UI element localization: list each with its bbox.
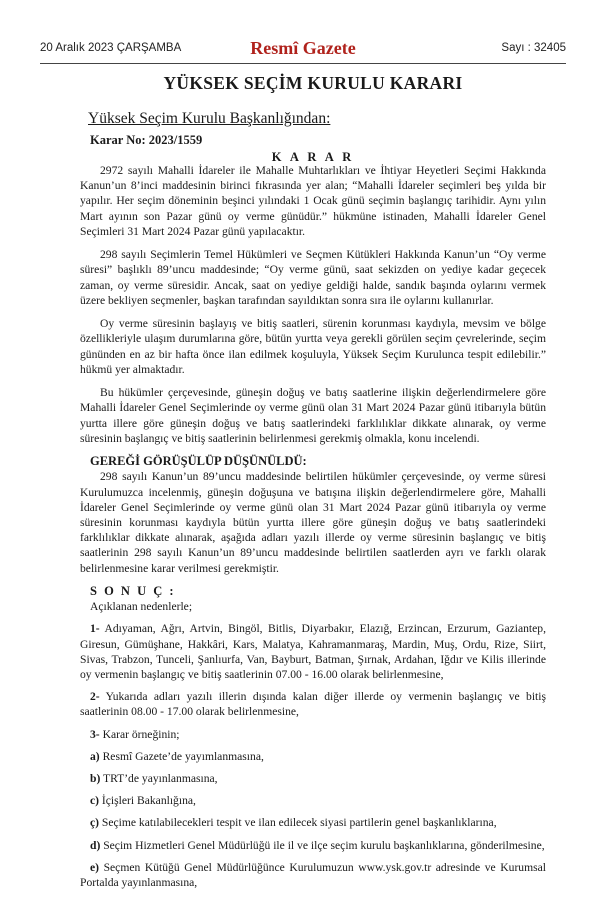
header-divider	[40, 63, 566, 64]
list-item	[80, 815, 546, 830]
paragraph: 298 sayılı Seçimlerin Temel Hükümleri ve Seçmen Kütükleri Hakkında Kanun’un “Oy verme süresi” başlıklı 89’uncu maddesinde; “Oy verme günü, saat sekizden on yediye kadar geçecek zaman, oy verme süresidir. Ancak, saat on yediye geldiği halde, sandık başında oylarını vermek üzere bekliyen seçmenler, başkan tarafından sayıldıktan sonra sıra ile oylarını kullanırlar.	[80, 248, 546, 307]
list-item	[80, 838, 546, 853]
geregi-paragraph: 298 sayılı Kanun’un 89’uncu maddesinde belirtilen hükümler çerçevesinde, oy verme süresi Kurulumuzca incelenmiş, güneşin doğuşuna ve batışına ilişkin değerlendirmelere göre, Mahalli İdareler Genel Seçimlerinde oy verme günü olan 31 Mart 2024 Pazar günü itibarıyla oy verme süresinin korunması kaydıyla bütün yurtta illere göre güneşin doğuş ve batış saatlerindeki farklılıklar dikkate alınarak, aşağıda adları yazılı illerde oy verme süresinin başlangıç ve bitiş saatlerinin 298 sayılı Kanun’un 89’uncu maddesinde belirtilen saatlerden ayrı ve farklı olarak belirlenmesine karar verilmesi gerekmiştir.	[80, 470, 546, 575]
paragraph: Bu hükümler çerçevesinde, güneşin doğuş ve batış saatlerine ilişkin değerlendirmelere göre Mahalli İdareler Genel Seçimlerinde oy verme günü olan 31 Mart 2024 Pazar günü itibarıyla bütün yurtta illere göre güneşin doğuş ve batış saatlerindeki farklılıklar dikkate alınarak, oy verme süresinin başlangıç ve bitiş saatlerinin belirlenmesi gerekmiş olmakla, konu incelendi.	[80, 386, 546, 445]
document-body	[80, 163, 546, 897]
list-item	[80, 689, 546, 719]
item-label: d)	[90, 838, 101, 852]
decision-number: Karar No: 2023/1559	[90, 133, 203, 147]
item-label: c)	[90, 794, 100, 808]
list-item	[80, 727, 546, 742]
item-text: Seçim Hizmetleri Genel Müdürlüğü ile il ve ilçe seçim kurulu başkanlıklarına, gönderilmesine,	[100, 838, 545, 852]
karar-heading: K A R A R	[271, 150, 355, 164]
item-label: ç)	[90, 816, 100, 830]
sonuc-intro: Açıklanan nedenlerle;	[90, 600, 193, 614]
paragraph: Oy verme süresinin başlayış ve bitiş saatleri, sürenin korunması kaydıyla, mevsim ve bölge özellikleriyle ulaşım durumlarına göre, bütün yurtta veya gerekli görülen seçim çevrelerinde, seçim gününden en az bir hafta önce ilan edilmek koşuluyla, Yüksek Seçim Kurulunca tespit edilebilir.” hükmü yer almaktadır.	[80, 317, 546, 376]
list-item	[80, 793, 546, 808]
item-text: İçişleri Bakanlığına,	[99, 794, 196, 808]
item-text: TRT’de yayınlanmasına,	[100, 772, 218, 786]
list-item	[80, 621, 546, 682]
item-label: 2-	[90, 690, 100, 704]
item-label: a)	[90, 749, 100, 763]
item-text: Resmî Gazete’de yayımlanmasına,	[99, 749, 264, 763]
issuing-authority: Yüksek Seçim Kurulu Başkanlığından:	[88, 110, 331, 127]
list-item	[80, 749, 546, 764]
list-item	[80, 771, 546, 786]
header-date: 20 Aralık 2023 ÇARŞAMBA	[40, 42, 182, 54]
gazette-title: Resmî Gazete	[250, 38, 356, 58]
item-text: Karar örneğinin;	[99, 727, 180, 741]
item-text: Adıyaman, Ağrı, Artvin, Bingöl, Bitlis, Diyarbakır, Elazığ, Erzincan, Erzurum, Gaziantep, Giresun, Gümüşhane, Hakkâri, Kars, Malatya, Kahramanmaraş, Mardin, Muş, Ordu, Rize, Siirt, Sivas, Trabzon, Tunceli, Şanlıurfa, Van, Bayburt, Batman, Şırnak, Ardahan, Iğdır ve Kilis illerinde oy vermenin başlangıç ve bitiş saatlerinin 07.00 - 16.00 olarak belirlenmesine,	[80, 622, 546, 682]
sonuc-heading: S O N U Ç :	[90, 584, 176, 599]
issue-number: Sayı : 32405	[501, 42, 566, 54]
item-label: 1-	[90, 622, 100, 636]
geregi-heading: GEREĞİ GÖRÜŞÜLÜP DÜŞÜNÜLDÜ:	[90, 454, 307, 469]
paragraph: 2972 sayılı Mahalli İdareler ile Mahalle Muhtarlıkları ve İhtiyar Heyetleri Seçimi Hakkında Kanun’un 8’inci maddesinin birinci fıkrasında yer alan; “Mahalli İdareler seçimleri beş yılda bir yapılır. Her seçim döneminin beşinci yılındaki 1 Ocak günü seçimin başlangıç tarihidir. Aynı yılın Mart ayının son Pazar günü oy verme günüdür.” hükmüne istinaden, Mahalli İdareler Genel Seçimleri 31 Mart 2024 Pazar günü yapılacaktır.	[80, 164, 546, 238]
item-label: b)	[90, 772, 101, 786]
list-item	[80, 860, 546, 890]
item-text: Seçime katılabilecekleri tespit ve ilan edilecek siyasi partilerin genel başkanlıklarına,	[99, 816, 497, 830]
gazette-header	[40, 38, 566, 60]
sonuc-list	[80, 599, 546, 890]
item-text: Yukarıda adları yazılı illerin dışında kalan diğer illerde oy vermenin başlangıç ve bitiş saatlerinin 08.00 - 17.00 olarak belirlenmesine,	[80, 690, 546, 719]
item-text: Seçmen Kütüğü Genel Müdürlüğünce Kurulumuzun www.ysk.gov.tr adresinde ve Kurumsal Portalda yayınlanmasına,	[80, 860, 546, 890]
item-label: e)	[90, 860, 100, 874]
document-title: YÜKSEK SEÇİM KURULU KARARI	[163, 73, 463, 93]
item-label: 3-	[90, 727, 100, 741]
